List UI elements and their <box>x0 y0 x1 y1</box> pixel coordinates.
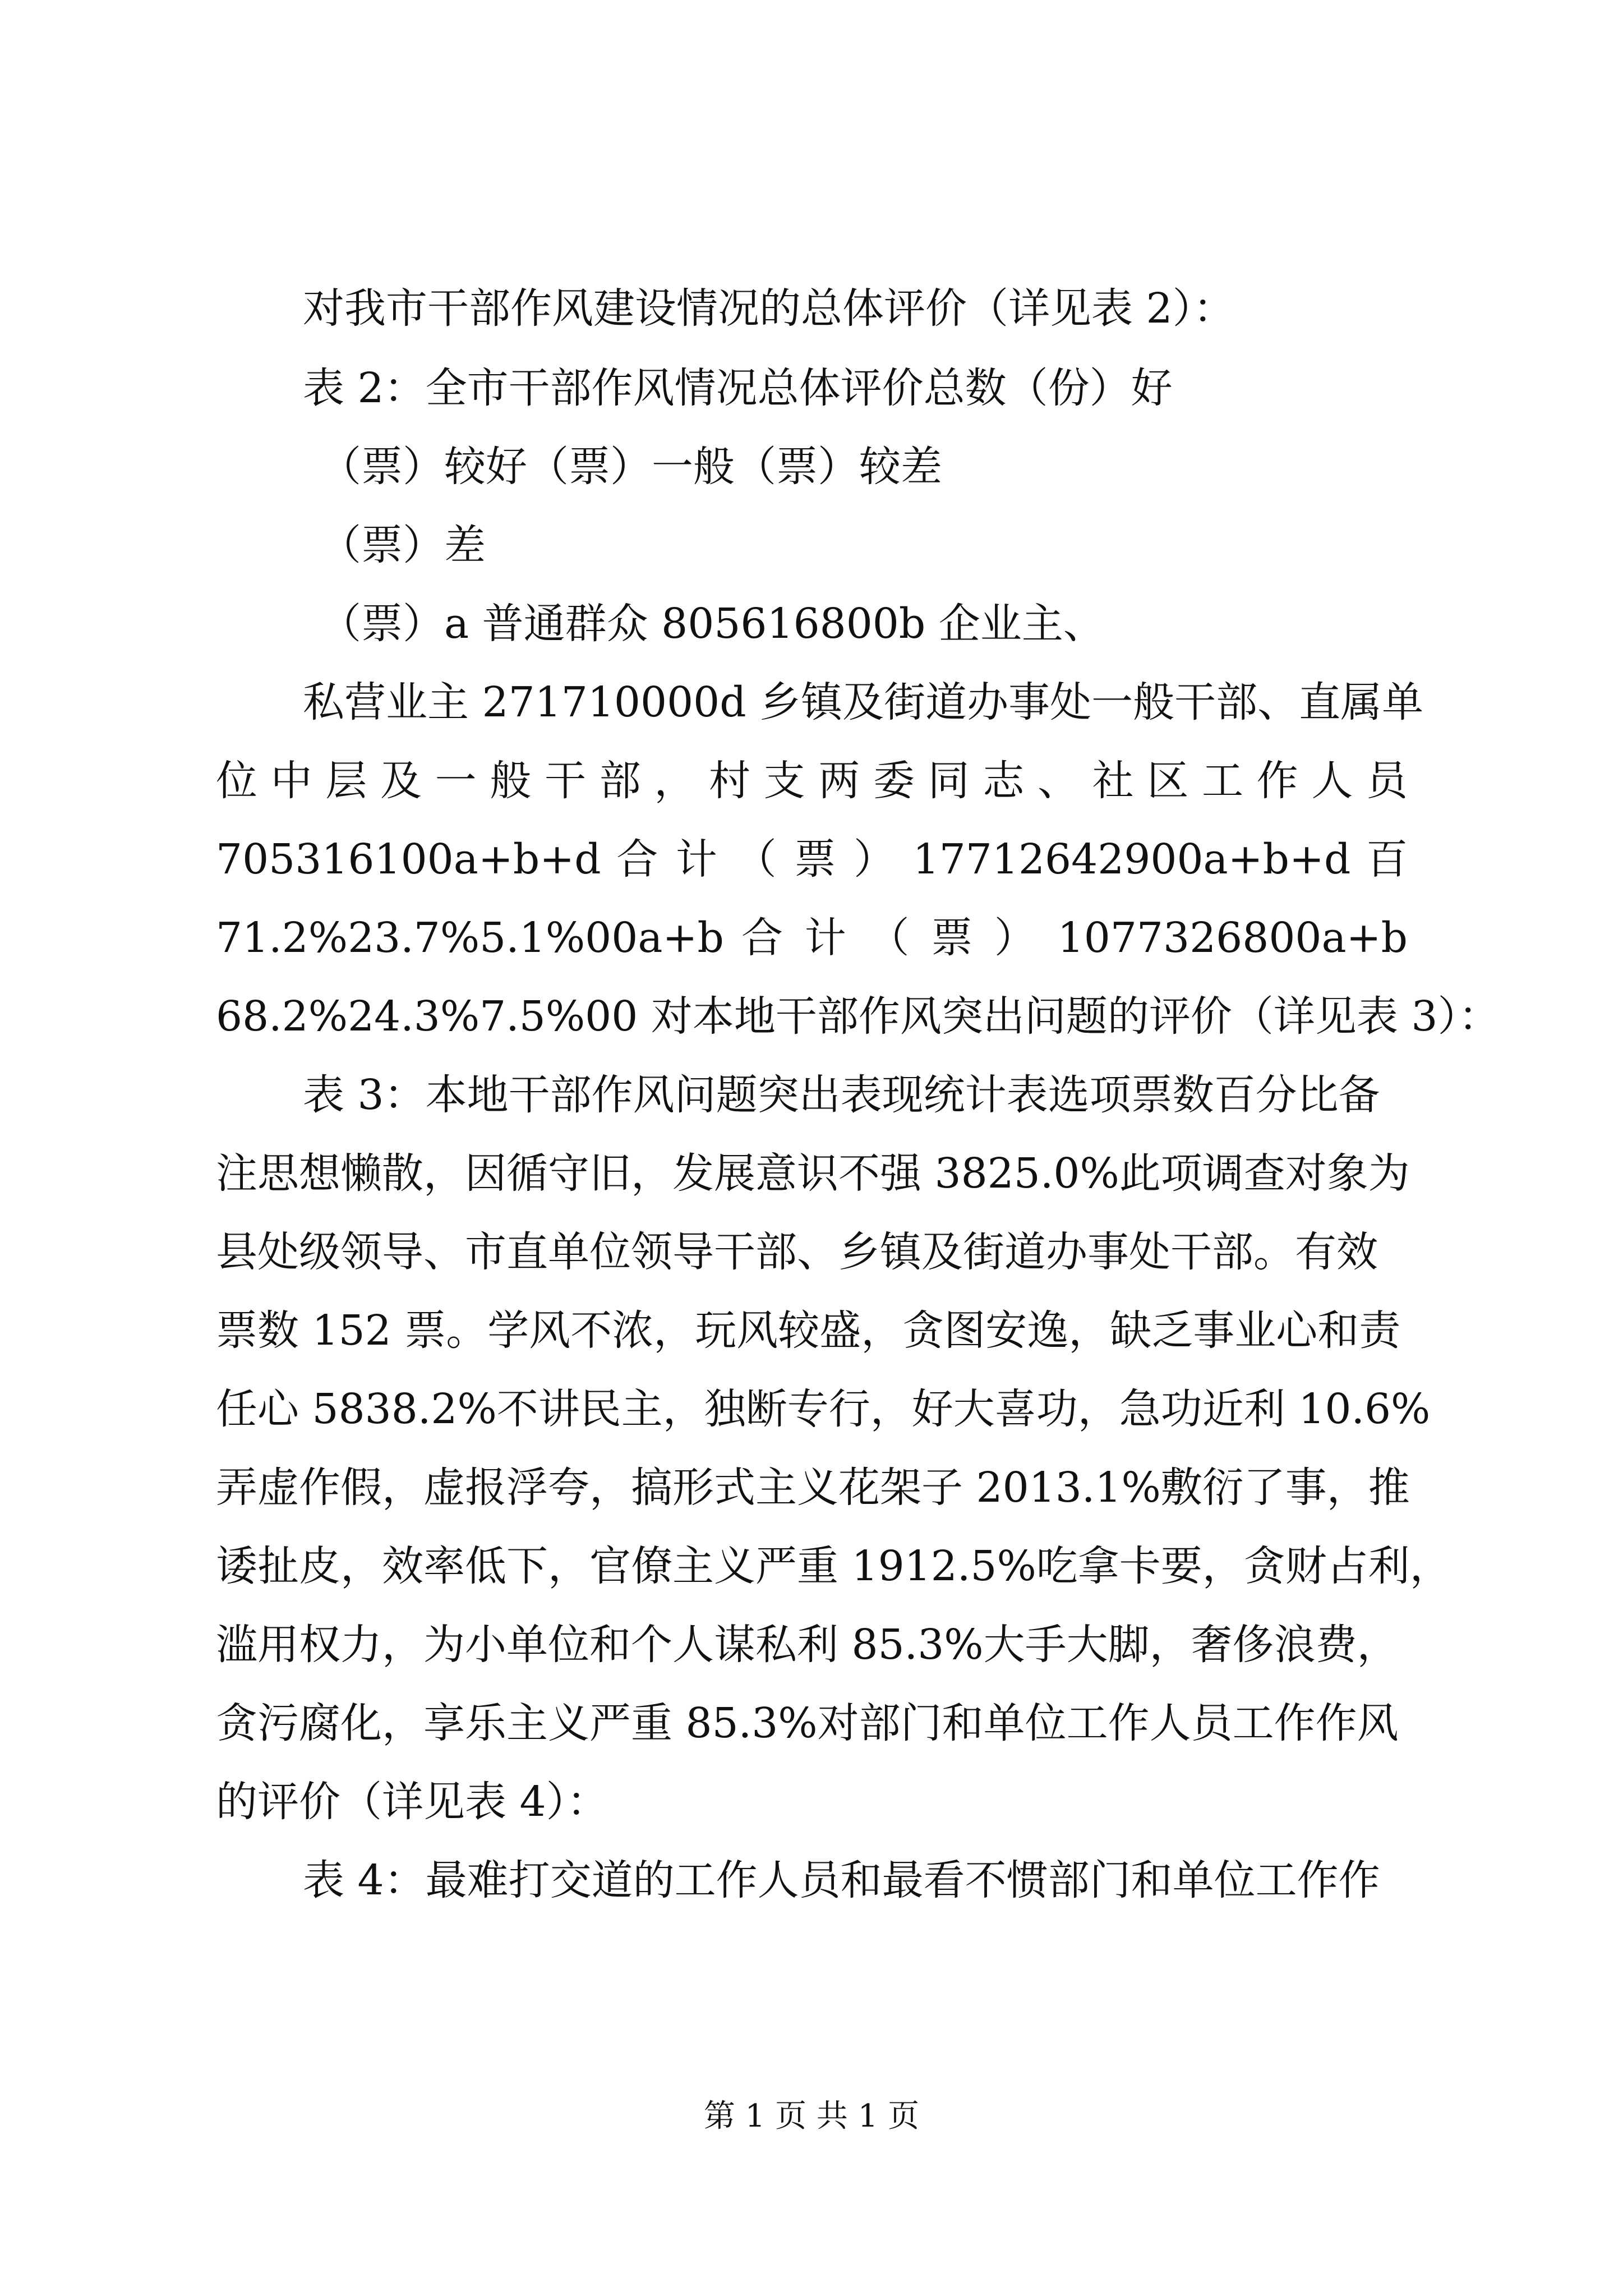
paragraph-line: 诿扯皮，效率低下，官僚主义严重 1912.5%吃拿卡要，贪财占利， <box>216 1542 1451 1590</box>
paragraph-line: 表 3：本地干部作风问题突出表现统计表选项票数百分比备 <box>303 1071 1380 1119</box>
paragraph-line: 滥用权力，为小单位和个人谋私利 85.3%大手大脚，奢侈浪费， <box>216 1621 1399 1669</box>
paragraph-line: 贪污腐化，享乐主义严重 85.3%对部门和单位工作人员工作作风 <box>216 1699 1399 1747</box>
paragraph-line: 705316100a+b+d 合 计 （ 票 ） 17712642900a+b+d 百 <box>216 835 1408 884</box>
paragraph-line: （票）a 普通群众 805616800b 企业主、 <box>320 600 1105 648</box>
paragraph-line: 表 4：最难打交道的工作人员和最看不惯部门和单位工作作 <box>303 1856 1380 1904</box>
paragraph-line: 注思想懒散，因循守旧，发展意识不强 3825.0%此项调查对象为 <box>216 1149 1410 1198</box>
paragraph-line: 票数 152 票。学风不浓，玩风较盛，贪图安逸，缺乏事业心和责 <box>216 1306 1401 1355</box>
paragraph-line: 弄虚作假，虚报浮夸，搞形式主义花架子 2013.1%敷衍了事，推 <box>216 1464 1410 1512</box>
paragraph-line: （票）较好（票）一般（票）较差 <box>320 443 942 491</box>
paragraph-line: （票）差 <box>320 521 486 569</box>
paragraph-line: 县处级领导、市直单位领导干部、乡镇及街道办事处干部。有效 <box>216 1228 1378 1276</box>
paragraph-line: 私营业主 271710000d 乡镇及街道办事处一般干部、直属单 <box>303 678 1424 726</box>
page-footer: 第 1 页 共 1 页 <box>703 2098 920 2134</box>
paragraph-line: 对我市干部作风建设情况的总体评价（详见表 2）： <box>303 284 1235 333</box>
paragraph-line: 表 2：全市干部作风情况总体评价总数（份）好 <box>303 364 1173 412</box>
paragraph-line: 的评价（详见表 4）： <box>216 1778 608 1826</box>
paragraph-line: 位中层及一般干部，村支两委同志、社区工作人员 <box>216 757 1408 805</box>
paragraph-line: 71.2%23.7%5.1%00a+b 合 计 （ 票 ） 1077326800a+b <box>216 914 1408 962</box>
paragraph-line: 任心 5838.2%不讲民主，独断专行，好大喜功，急功近利 10.6% <box>216 1385 1431 1433</box>
paragraph-line: 68.2%24.3%7.5%00 对本地干部作风突出问题的评价（详见表 3）： <box>216 992 1500 1041</box>
